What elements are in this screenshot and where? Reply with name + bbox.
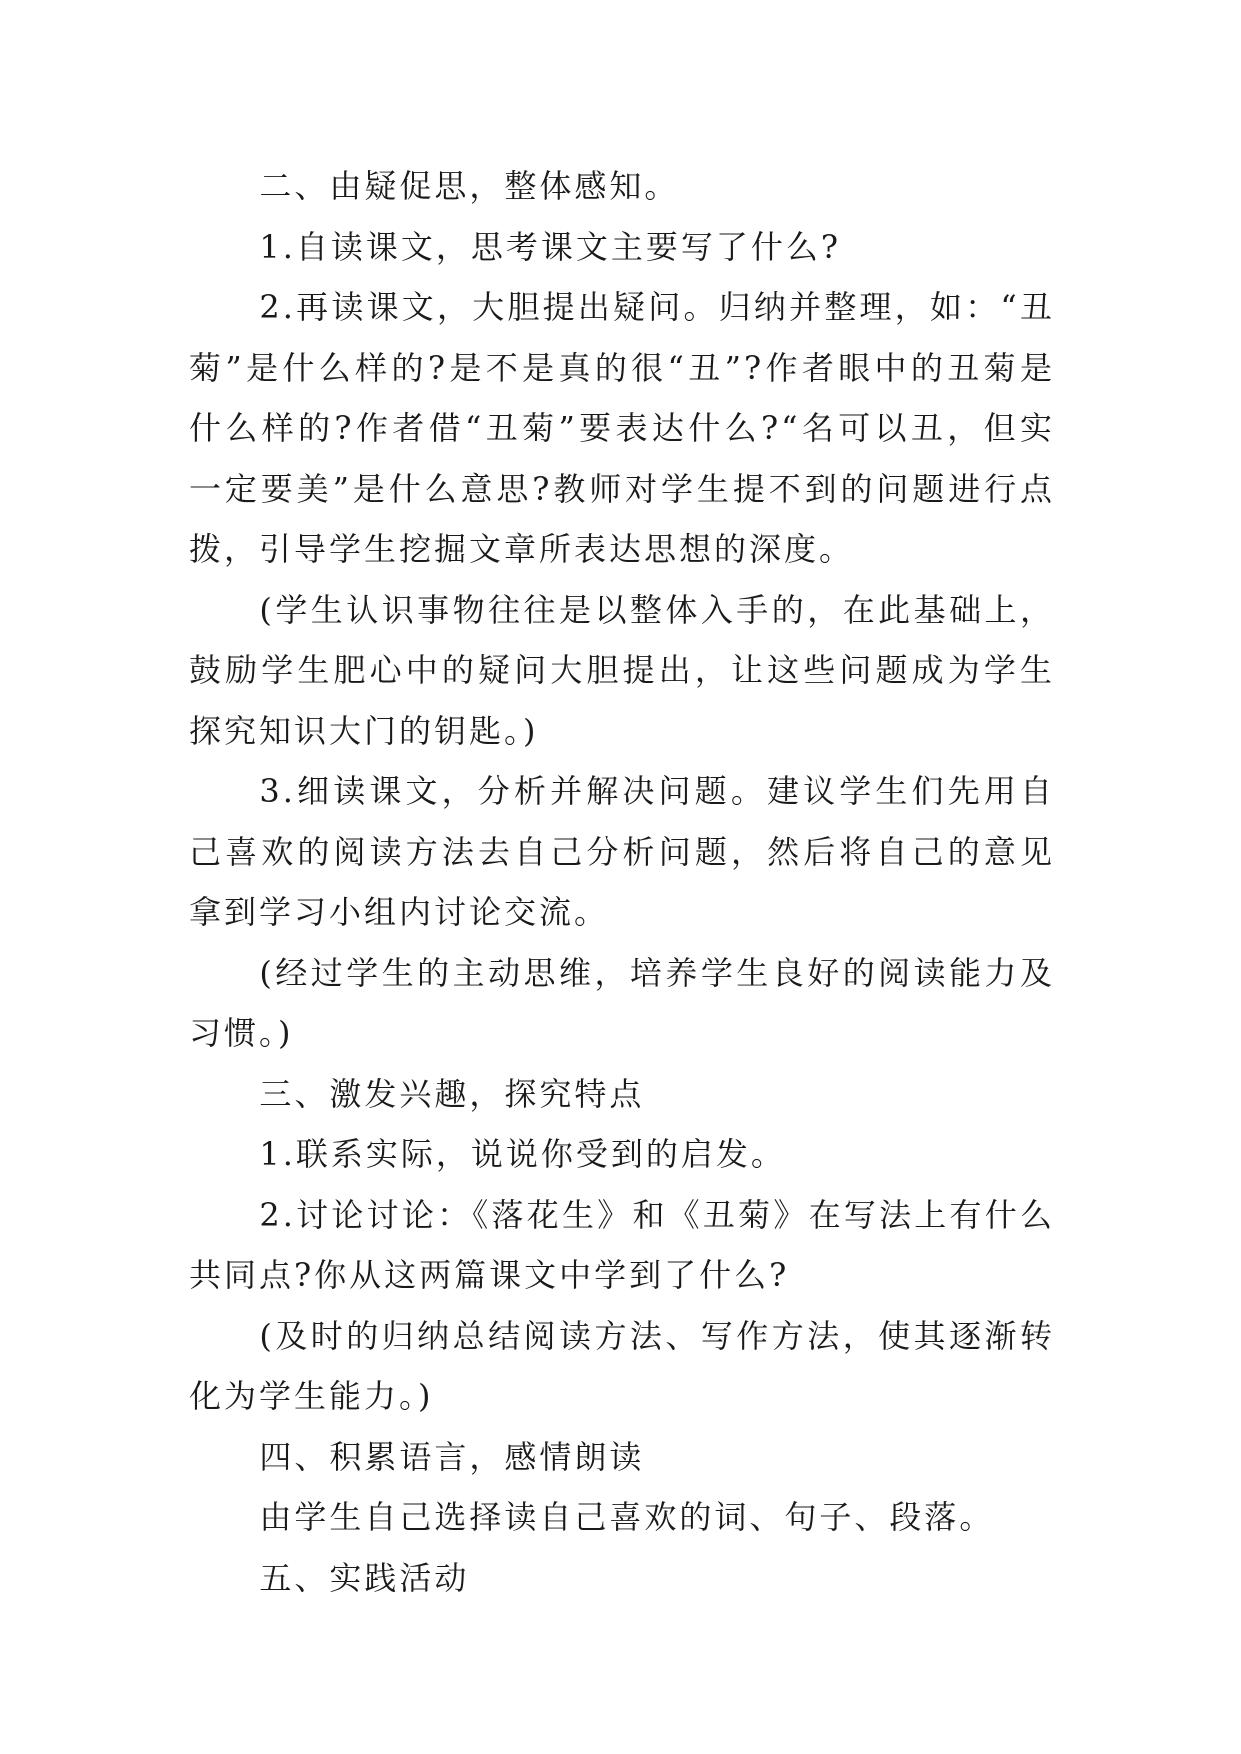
list-item: 2.讨论讨论：《落花生》和《丑菊》在写法上有什么共同点?你从这两篇课文中学到了什么?: [189, 1195, 1055, 1294]
list-item: 2.再读课文，大胆提出疑问。归纳并整理，如：“丑菊”是什么样的?是不是真的很“丑”?作者眼中的丑菊是什么样的?作者借“丑菊”要表达什么?“名可以丑，但实一定要美”是什么意思?教师对学生提不到的问题进行点拨，引导学生挖掘文章所表达思想的深度。: [189, 288, 1055, 568]
document-page: [189, 156, 1055, 1608]
note-paragraph: (经过学生的主动思维，培养学生良好的阅读能力及习惯。): [189, 953, 1055, 1052]
section-heading: 三、激发兴趣，探究特点: [259, 1074, 645, 1113]
note-paragraph: (及时的归纳总结阅读方法、写作方法，使其逐渐转化为学生能力。): [189, 1316, 1055, 1415]
section-heading: 二、由疑促思，整体感知。: [259, 167, 680, 205]
list-item: 3.细读课文，分析并解决问题。建议学生们先用自己喜欢的阅读方法去自己分析问题，然后将自己的意见拿到学习小组内讨论交流。: [189, 772, 1055, 931]
list-item: 1.联系实际，说说你受到的启发。: [259, 1135, 786, 1173]
list-item: 1.自读课文，思考课文主要写了什么?: [259, 227, 842, 266]
section-heading: 四、积累语言，感情朗读: [259, 1437, 645, 1476]
section-heading: 五、实践活动: [259, 1558, 470, 1597]
note-paragraph: (学生认识事物往往是以整体入手的，在此基础上，鼓励学生肥心中的疑问大胆提出，让这些问题成为学生探究知识大门的钥匙。): [189, 590, 1055, 750]
body-paragraph: 由学生自己选择读自己喜欢的词、句子、段落。: [259, 1498, 995, 1536]
